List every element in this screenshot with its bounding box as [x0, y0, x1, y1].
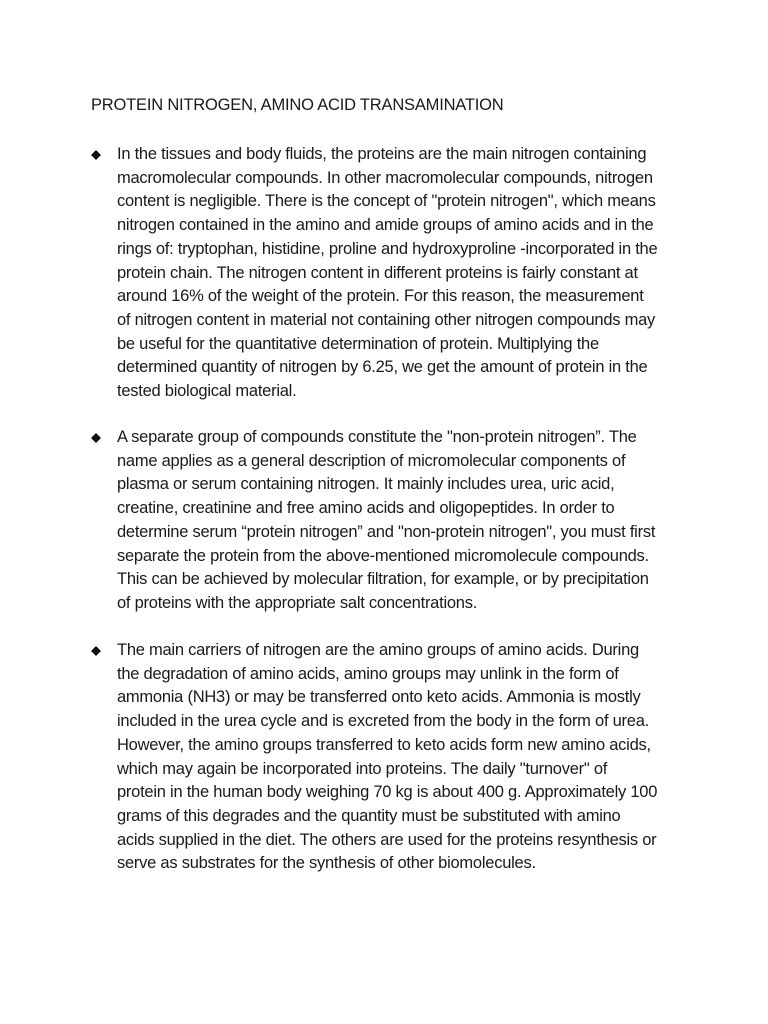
- paragraph-text: [117, 639, 687, 876]
- text-line: ammonia (NH3) or may be transferred onto keto acids. Ammonia is mostly: [117, 688, 641, 707]
- text-line: nitrogen contained in the amino and amide groups of amino acids and in the: [117, 216, 654, 235]
- text-line: acids supplied in the diet. The others are used for the proteins resynthesis or: [117, 830, 657, 849]
- text-line: included in the urea cycle and is excreted from the body in the form of urea.: [117, 712, 649, 731]
- text-line: around 16% of the weight of the protein. For this reason, the measurement: [117, 287, 644, 306]
- paragraph-text: [117, 143, 687, 404]
- text-line: determine serum “protein nitrogen” and "non-protein nitrogen", you must first: [117, 522, 656, 541]
- text-line: serve as substrates for the synthesis of other biomolecules.: [117, 854, 536, 873]
- text-line: rings of: tryptophan, histidine, proline and hydroxyproline -incorporated in the: [117, 239, 658, 258]
- text-line: In the tissues and body fluids, the proteins are the main nitrogen containing: [117, 145, 647, 163]
- text-line: name applies as a general description of micromolecular components of: [117, 451, 626, 470]
- diamond-bullet-icon: [90, 645, 102, 657]
- text-line: protein in the human body weighing 70 kg is about 400 g. Approximately 100: [117, 783, 658, 802]
- diamond-bullet-icon: [90, 432, 102, 444]
- text-line: content is negligible. There is the concept of "protein nitrogen", which means: [117, 192, 656, 211]
- text-line: This can be achieved by molecular filtration, for example, or by precipitation: [117, 570, 649, 589]
- text-line: grams of this degrades and the quantity must be substituted with amino: [117, 806, 621, 825]
- text-line: plasma or serum containing nitrogen. It mainly includes urea, uric acid,: [117, 475, 615, 494]
- text-line: determined quantity of nitrogen by 6.25, we get the amount of protein in the: [117, 358, 648, 377]
- text-line: macromolecular compounds. In other macromolecular compounds, nitrogen: [117, 168, 653, 187]
- diamond-bullet-icon: [90, 149, 102, 161]
- text-line: creatine, creatinine and free amino acids and oligopeptides. In order to: [117, 499, 615, 518]
- text-line: be useful for the quantitative determination of protein. Multiplying the: [117, 334, 599, 353]
- text-line: of nitrogen content in material not containing other nitrogen compounds may: [117, 310, 656, 329]
- text-line: The main carriers of nitrogen are the amino groups of amino acids. During: [117, 641, 639, 659]
- paragraph-text: [117, 426, 687, 616]
- document-title: PROTEIN NITROGEN, AMINO ACID TRANSAMINATION: [91, 96, 504, 114]
- text-line: the degradation of amino acids, amino groups may unlink in the form of: [117, 664, 619, 683]
- text-line: However, the amino groups transferred to keto acids form new amino acids,: [117, 735, 651, 754]
- text-line: tested biological material.: [117, 382, 297, 401]
- text-line: of proteins with the appropriate salt concentrations.: [117, 593, 478, 612]
- text-line: protein chain. The nitrogen content in different proteins is fairly constant at: [117, 263, 638, 282]
- text-line: A separate group of compounds constitute the "non-protein nitrogen”. The: [117, 428, 637, 446]
- text-line: separate the protein from the above-mentioned micromolecule compounds.: [117, 546, 649, 565]
- text-line: which may again be incorporated into proteins. The daily "turnover" of: [117, 759, 608, 778]
